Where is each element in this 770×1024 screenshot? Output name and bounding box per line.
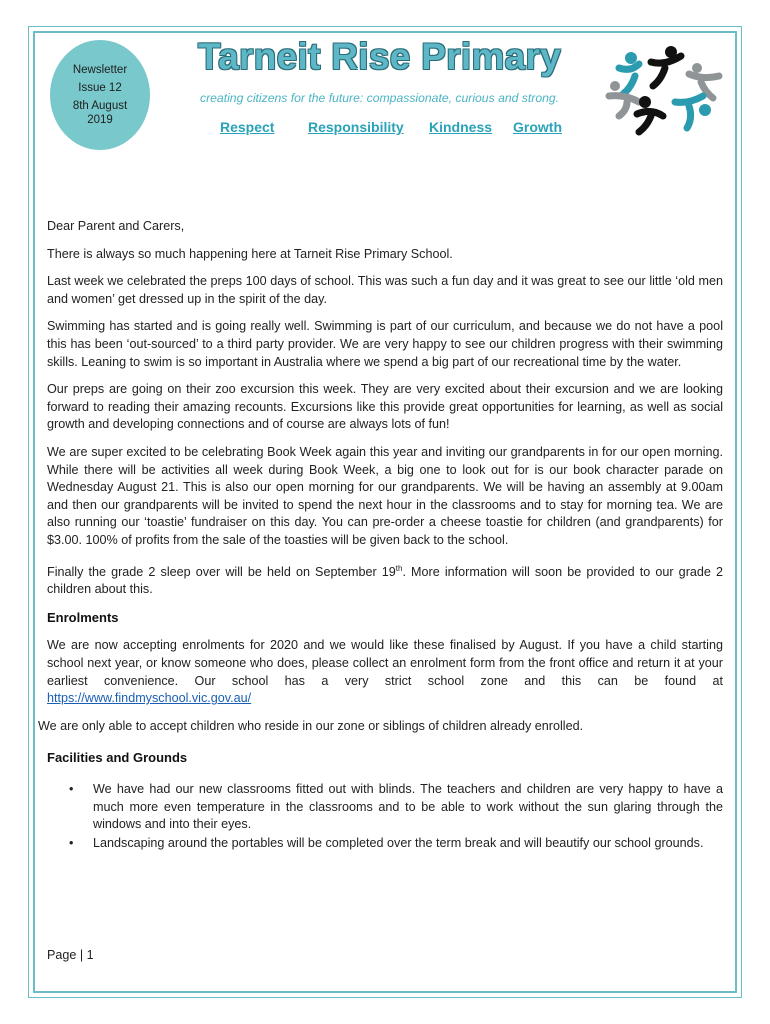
newsletter-badge xyxy=(50,40,150,150)
paragraph-100-days: Last week we celebrated the preps 100 days of school. This was such a fun day and it was great to see our little ‘old men and women’ get dressed up in the spirit of the day. xyxy=(47,274,723,306)
logo-figure-teal-right xyxy=(675,96,703,128)
findmyschool-link[interactable]: https://www.findmyschool.vic.gov.au/ xyxy=(47,691,252,706)
logo-figure-black-bottom xyxy=(637,111,663,132)
school-motto: creating citizens for the future: compassionate, curious and strong. xyxy=(200,91,560,105)
enrolments-zone-note: We are only able to accept children who reside in our zone or siblings of children already enrolled. xyxy=(38,718,584,733)
badge-issue: Issue 12 xyxy=(78,82,122,94)
paragraph-sleep-over xyxy=(47,560,723,599)
value-responsibility: Responsibility xyxy=(308,119,404,135)
paragraph-zoo-excursion: Our preps are going on their zoo excursion this week. They are very excited about their excursion and we are looking forward to reading their amazing recounts. Excursions like this provide great opportunities for learning, as well as social growth and developing connections and of course are always lots of fun! xyxy=(47,382,723,432)
enrolments-text: We are now accepting enrolments for 2020 and we would like these finalised by August. If you have a child starting school next year, or know someone who does, please collect an enrolment form from the front office and return it at your earliest convenience. Our school has a very strict school zone and this can be found at xyxy=(47,638,723,688)
paragraph-swimming: Swimming has started and is going really well. Swimming is part of our curriculum, and because we do not have a pool this has been ‘out-sourced’ to a third party provider. We are very happy to see our children progress with their swimming skills. Leaning to swim is so important in Australia where we spend a big part of our recreational time by the water. xyxy=(47,319,723,369)
sleep-over-text-end: . More information will soon be provided to our grade 2 children about this. xyxy=(47,564,724,597)
badge-date-year: 2019 xyxy=(87,114,113,126)
newsletter-body xyxy=(38,218,724,853)
badge-date-day: 8th August xyxy=(72,100,128,112)
greeting: Dear Parent and Carers, xyxy=(47,219,185,233)
facilities-heading: Facilities and Grounds xyxy=(47,750,188,766)
page-number: Page | 1 xyxy=(47,948,94,962)
list-item xyxy=(47,835,723,853)
badge-newsletter: Newsletter xyxy=(72,64,128,76)
paragraph-book-week: We are super excited to be celebrating Book Week again this year and inviting our grandparents in for our open morning. While there will be activities all week during Book Week, a big one to look out for is our book character parade on Wednesday August 21. This is also our open morning for our grandparents. We will be having an assembly at 9.00am and then our grandparents will be invited to spend the next hour in the classrooms and to stay for morning tea. We are also running our ‘toastie’ fundraiser on this day. You can pre-order a cheese toastie for children (and grandparents) for $3.00. 100% of profits from the sale of the toasties will be given back to the school. xyxy=(47,444,723,547)
school-title: Tarneit Rise Primary xyxy=(198,36,562,77)
bullet-icon: • xyxy=(69,835,74,850)
facilities-item-blinds: We have had our new classrooms fitted out with blinds. The teachers and children are very happy to have a much more even temperature in the classrooms and to be able to work without the sun glaring through the windows and into their eyes. xyxy=(93,782,723,832)
logo-figure-black-top xyxy=(651,56,681,86)
list-item xyxy=(47,781,723,834)
value-respect: Respect xyxy=(220,119,275,135)
facilities-list xyxy=(47,781,723,852)
value-kindness: Kindness xyxy=(429,119,493,135)
sleep-over-text-start: Finally the grade 2 sleep over will be held on September 19 xyxy=(47,564,396,579)
logo-figure-teal-left xyxy=(619,64,639,94)
bullet-icon: • xyxy=(69,782,74,797)
enrolments-heading: Enrolments xyxy=(47,609,119,625)
sleep-over-superscript: th xyxy=(395,563,403,573)
facilities-item-landscaping: Landscaping around the portables will be completed over the term break and will beautify our school grounds. xyxy=(93,835,704,850)
paragraph-intro: There is always so much happening here at Tarneit Rise Primary School. xyxy=(47,246,453,261)
enrolments-paragraph xyxy=(47,637,723,707)
value-growth: Growth xyxy=(513,119,562,135)
school-logo-icon xyxy=(605,44,723,138)
